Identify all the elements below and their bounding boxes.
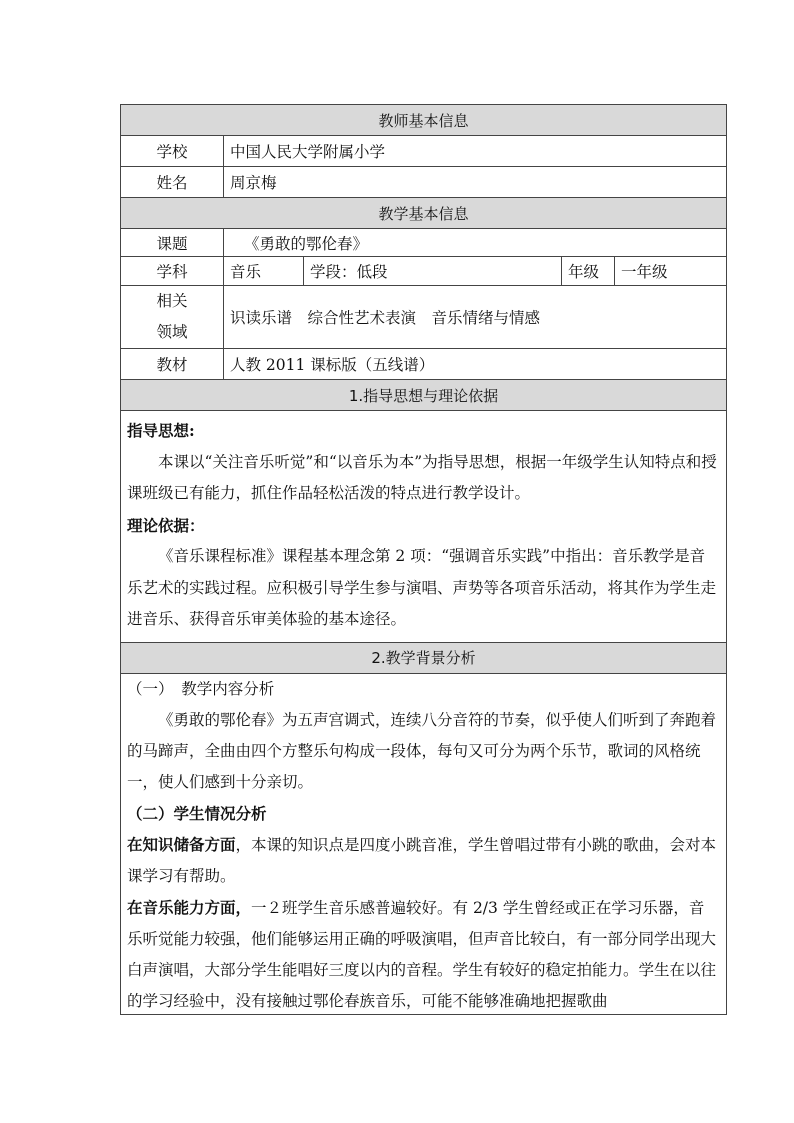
field-label-line-2: 领域 [156, 323, 188, 341]
subject-row [121, 257, 727, 286]
field-label-line-1: 相关 [156, 292, 188, 310]
ability-text: 一２班学生音乐感普遍较好。有 2/3 学生曾经或正在学习乐器，音乐听觉能力较强，他们能够运用正确的呼吸演唱，但声音比较白，有一部分同学出现大白声演唱，大部分学生能唱好三度以内的音程。学生有较好的稳定拍能力。学生在以往的学习经验中，没有接触过鄂伦春族音乐，可能不能够准确地把握歌曲 [127, 898, 717, 1010]
guiding-title: 指导思想: [127, 421, 195, 440]
subject-value: 音乐 [224, 257, 304, 286]
lesson-plan-document [120, 104, 726, 1015]
section1-body [121, 411, 727, 643]
student-analysis-title: （二）学生情况分析 [127, 803, 267, 823]
stage-label: 学段： [310, 263, 357, 281]
teaching-info-header-row [121, 198, 727, 229]
theory-text: 《音乐课程标准》课程基本理念第 2 项：“强调音乐实践”中指出：音乐教学是音乐艺术的实践过程。应积极引导学生参与演唱、声势等各项音乐活动，将其作为学生走进音乐、获得音乐审美体验的基本途径。 [127, 547, 717, 628]
knowledge-text: ，本课的知识点是四度小跳音准，学生曾唱过带有小跳的歌曲，会对本课学习有帮助。 [127, 835, 717, 885]
teacher-info-header-row [121, 105, 727, 136]
knowledge-lead: 在知识储备方面 [127, 834, 236, 854]
textbook-row [121, 349, 727, 380]
school-row [121, 136, 727, 167]
topic-label: 课题 [121, 229, 224, 257]
topic-value: 《勇敢的鄂伦春》 [224, 229, 727, 257]
textbook-value: 人教 2011 课标版（五线谱） [224, 349, 727, 380]
section2-content [127, 674, 718, 1014]
section2-body [121, 673, 727, 1014]
name-label: 姓名 [121, 167, 224, 198]
grade-label: 年级 [562, 257, 615, 286]
teaching-info-header: 教学基本信息 [121, 198, 727, 229]
grade-value: 一年级 [615, 257, 727, 286]
school-label: 学校 [121, 136, 224, 167]
ability-paragraph [127, 892, 718, 1014]
section2-body-row [121, 673, 727, 1014]
section1-header: 1.指导思想与理论依据 [121, 380, 727, 411]
section2-header-row [121, 642, 727, 673]
name-value: 周京梅 [224, 167, 727, 198]
section1-body-row [121, 411, 727, 643]
teacher-info-header: 教师基本信息 [121, 105, 727, 136]
knowledge-paragraph [127, 829, 718, 892]
content-analysis-text: 《勇敢的鄂伦春》为五声宫调式，连续八分音符的节奏，似乎使人们听到了奔跑着的马蹄声，全曲由四个方整乐句构成一段体，每句又可分为两个乐节，歌词的风格统一，使人们感到十分亲切。 [127, 710, 717, 791]
lesson-plan-table [120, 104, 727, 1015]
guiding-text: 本课以“关注音乐听觉”和“以音乐为本”为指导思想，根据一年级学生认知特点和授课班级已有能力，抓住作品轻松活泼的特点进行教学设计。 [127, 452, 717, 502]
section1-header-row [121, 380, 727, 411]
theory-title: 理论依据： [127, 515, 205, 535]
textbook-label: 教材 [121, 349, 224, 380]
ability-lead: 在音乐能力方面， [127, 897, 252, 917]
content-analysis-title: （一） 教学内容分析 [127, 679, 275, 698]
school-value: 中国人民大学附属小学 [224, 136, 727, 167]
field-value: 识读乐谱 综合性艺术表演 音乐情绪与情感 [224, 286, 727, 349]
field-label [121, 286, 224, 349]
subject-label: 学科 [121, 257, 224, 286]
section2-header: 2.教学背景分析 [121, 642, 727, 673]
field-row [121, 286, 727, 349]
topic-row [121, 229, 727, 257]
stage-value: 低段 [356, 263, 388, 281]
name-row [121, 167, 727, 198]
stage-cell [304, 257, 562, 286]
